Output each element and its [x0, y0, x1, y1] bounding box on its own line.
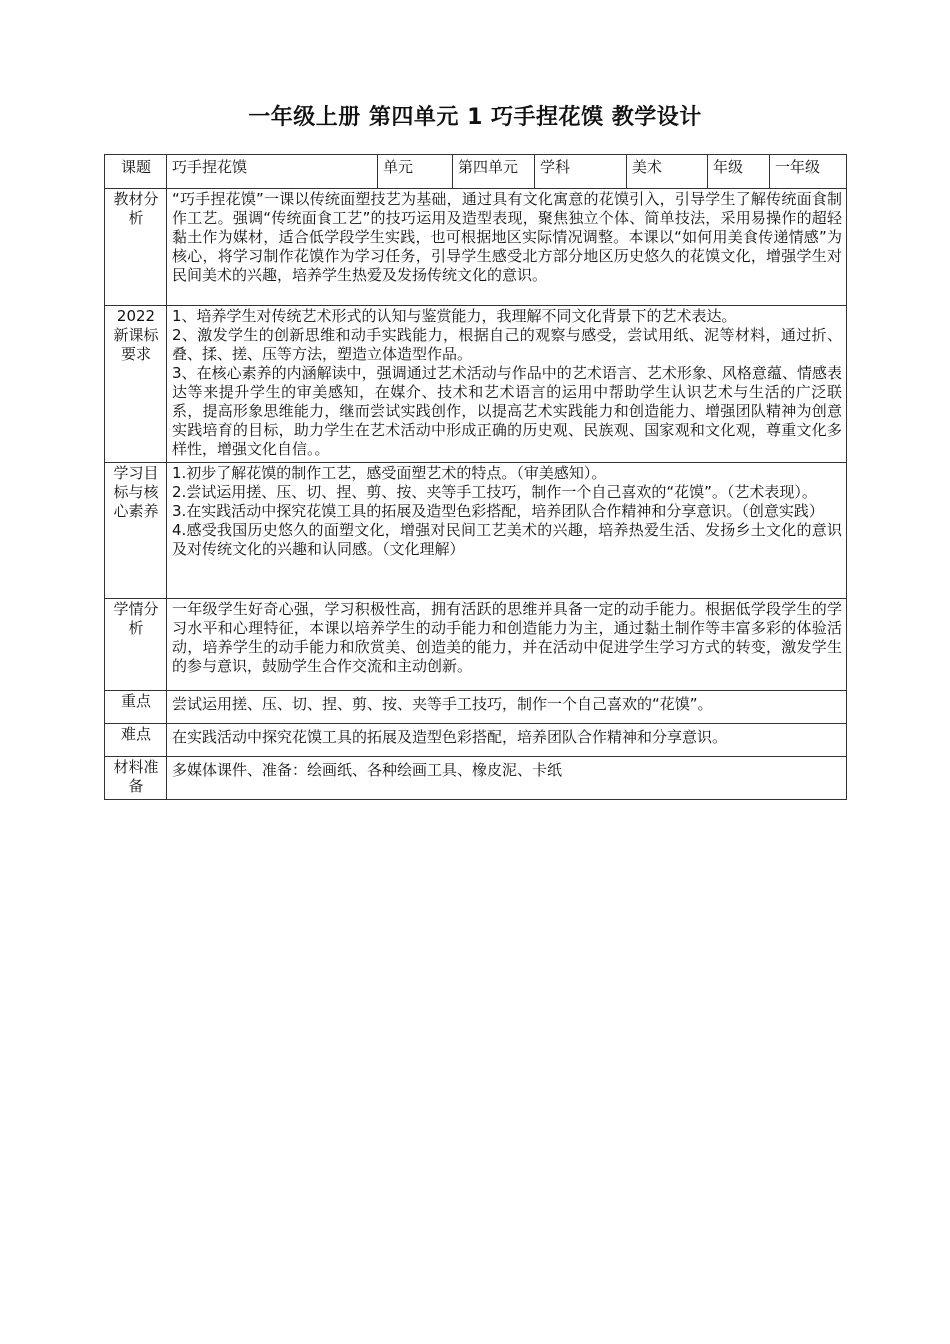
- unit-label: 单元: [378, 155, 453, 189]
- subject-label: 学科: [535, 155, 627, 189]
- goal-item: 3.在实践活动中探究花馍工具的拓展及造型色彩搭配，培养团队合作精神和分享意识。（创意实践）: [172, 502, 824, 520]
- materials-text: 多媒体课件、准备：绘画纸、各种绘画工具、橡皮泥、卡纸: [167, 757, 847, 800]
- student-text: 一年级学生好奇心强，学习积极性高，拥有活跃的思维并具备一定的动手能力。根据低学段学生的学习水平和心理特征，本课以培养学生的动手能力和创造能力为主，通过黏土制作等丰富多彩的体验活动，培养学生的动手能力和欣赏美、创造美的能力，并在活动中促进学生学习方式的转变，激发学生的参与意识，鼓励学生合作交流和主动创新。: [167, 599, 847, 691]
- analysis-text: “巧手捏花馍”一课以传统面塑技艺为基础，通过具有文化寓意的花馍引入，引导学生了解传统面食制作工艺。强调“传统面食工艺”的技巧运用及造型表现，聚焦独立个体、简单技法，采用易操作的超轻黏土作为媒材，适合低学段学生实践，也可根据地区实际情况调整。本课以“如何用美食传递情感”为核心，将学习制作花馍作为学习任务，引导学生感受北方部分地区历史悠久的花馍文化，增强学生对民间美术的兴趣，培养学生热爱及发扬传统文化的意识。: [167, 189, 847, 306]
- goals-content: [167, 463, 847, 599]
- key-point-row: [105, 691, 847, 724]
- student-label: 学情分析: [105, 599, 167, 691]
- materials-label: 材料准备: [105, 757, 167, 800]
- standard-content: [167, 306, 847, 463]
- standard-item: 3、在核心素养的内涵解读中，强调通过艺术活动与作品中的艺术语言、艺术形象、风格意蕴、情感表达等来提升学生的审美感知，在媒介、技术和艺术语言的运用中帮助学生认识艺术与生活的广泛联系，提高形象思维能力，继而尝试实践创作，以提高艺术实践能力和创造能力、增强团队精神为创意实践培育的目标，助力学生在艺术活动中形成正确的历史观、民族观、国家观和文化观，尊重文化多样性，增强文化自信。。: [172, 364, 842, 458]
- difficulty-text: 在实践活动中探究花馍工具的拓展及造型色彩搭配，培养团队合作精神和分享意识。: [167, 724, 847, 757]
- key-point-label: 重点: [105, 691, 167, 724]
- standard-row: [105, 306, 847, 463]
- goals-label: 学习目标与核心素养: [105, 463, 167, 599]
- student-row: [105, 599, 847, 691]
- topic-label: 课题: [105, 155, 167, 189]
- lesson-plan-table: [104, 154, 847, 800]
- difficulty-row: [105, 724, 847, 757]
- goal-item: 2.尝试运用搓、压、切、捏、剪、按、夹等手工技巧，制作一个自己喜欢的“花馍”。（艺术表现）。: [172, 483, 817, 501]
- standard-label: 2022新课标要求: [105, 306, 167, 463]
- analysis-label: 教材分析: [105, 189, 167, 306]
- header-row: [105, 155, 847, 189]
- goal-item: 4.感受我国历史悠久的面塑文化，增强对民间工艺美术的兴趣，培养热爱生活、发扬乡土文化的意识及对传统文化的兴趣和认同感。（文化理解）: [172, 521, 842, 558]
- standard-item: 2、激发学生的创新思维和动手实践能力，根据自己的观察与感受，尝试用纸、泥等材料，通过折、叠、揉、搓、压等方法，塑造立体造型作品。: [172, 326, 842, 363]
- standard-item: 1、培养学生对传统艺术形式的认知与鉴赏能力，我理解不同文化背景下的艺术表达。: [172, 307, 737, 325]
- grade-value: 一年级: [770, 155, 847, 189]
- topic-value: 巧手捏花馍: [167, 155, 378, 189]
- key-point-text: 尝试运用搓、压、切、捏、剪、按、夹等手工技巧，制作一个自己喜欢的“花馍”。: [167, 691, 847, 724]
- difficulty-label: 难点: [105, 724, 167, 757]
- unit-value: 第四单元: [453, 155, 535, 189]
- subject-value: 美术: [627, 155, 708, 189]
- grade-label: 年级: [708, 155, 770, 189]
- goals-row: [105, 463, 847, 599]
- goal-item: 1.初步了解花馍的制作工艺，感受面塑艺术的特点。（审美感知）。: [172, 464, 607, 482]
- materials-row: [105, 757, 847, 800]
- page-title: 一年级上册 第四单元 1 巧手捏花馍 教学设计: [248, 105, 702, 130]
- analysis-row: [105, 189, 847, 306]
